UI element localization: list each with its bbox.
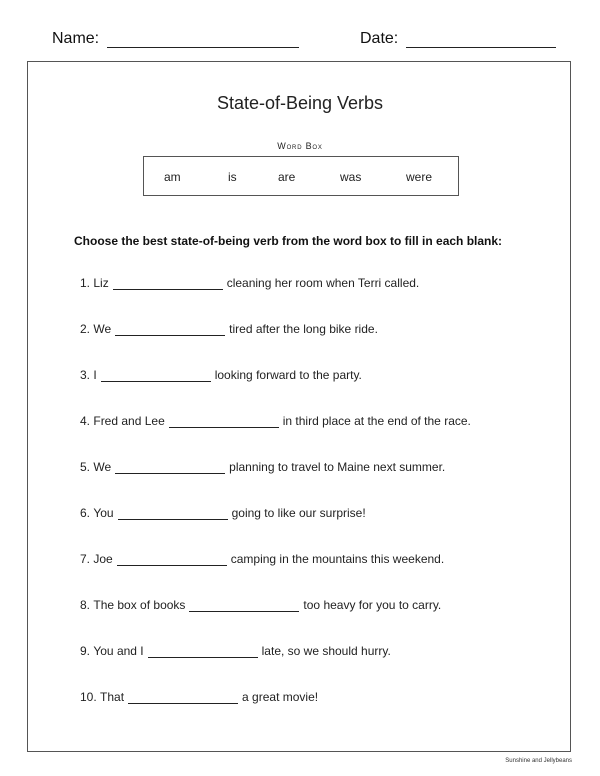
question-text-before: We	[93, 460, 112, 474]
word-box-item: am	[164, 170, 181, 184]
question-text-after: going to like our surprise!	[231, 506, 366, 520]
answer-blank[interactable]	[128, 691, 238, 704]
answer-blank[interactable]	[118, 507, 228, 520]
worksheet-title: State-of-Being Verbs	[216, 93, 384, 113]
answer-blank[interactable]	[113, 277, 223, 290]
question-number: 7.	[80, 552, 91, 566]
question-text-after: in third place at the end of the race.	[282, 414, 471, 428]
date-field	[360, 30, 556, 48]
question-number: 1.	[80, 276, 91, 290]
question-number: 4.	[80, 414, 91, 428]
answer-blank[interactable]	[101, 369, 211, 382]
date-blank[interactable]	[406, 33, 556, 48]
word-box-item: is	[228, 170, 237, 184]
question-item	[80, 460, 445, 474]
name-blank[interactable]	[107, 33, 299, 48]
question-text-after: late, so we should hurry.	[261, 644, 391, 658]
answer-blank[interactable]	[169, 415, 279, 428]
question-number: 3.	[80, 368, 91, 382]
answer-blank[interactable]	[148, 645, 258, 658]
instructions-text: Choose the best state-of-being verb from the word box to fill in each blank:	[74, 234, 503, 248]
question-text-before: You and I	[93, 644, 144, 658]
word-box-item: are	[278, 170, 296, 184]
question-text-after: a great movie!	[242, 690, 319, 704]
date-label: Date:	[360, 30, 399, 47]
answer-blank[interactable]	[115, 323, 225, 336]
word-box-item: was	[340, 170, 362, 184]
question-item	[80, 276, 419, 290]
question-text-before: I	[93, 368, 97, 382]
question-text-after: camping in the mountains this weekend.	[230, 552, 445, 566]
answer-blank[interactable]	[117, 553, 227, 566]
question-text-before: We	[93, 322, 112, 336]
question-text-after: too heavy for you to carry.	[303, 598, 442, 612]
question-item	[80, 322, 378, 336]
word-box	[143, 156, 459, 196]
name-label: Name:	[52, 30, 100, 47]
question-text-before: Joe	[93, 552, 113, 566]
question-item	[80, 690, 318, 704]
question-text-after: looking forward to the party.	[214, 368, 362, 382]
question-text-after: cleaning her room when Terri called.	[226, 276, 420, 290]
question-item	[80, 414, 471, 428]
answer-blank[interactable]	[189, 599, 299, 612]
question-text-after: planning to travel to Maine next summer.	[229, 460, 446, 474]
question-item	[80, 552, 444, 566]
question-text-before: That	[100, 690, 125, 704]
question-number: 6.	[80, 506, 91, 520]
question-item	[80, 644, 391, 658]
question-number: 2.	[80, 322, 91, 336]
word-box-caption: Word Box	[277, 141, 323, 151]
question-item	[80, 598, 441, 612]
question-number: 5.	[80, 460, 91, 474]
question-number: 8.	[80, 598, 91, 612]
question-text-before: Liz	[93, 276, 109, 290]
name-field	[52, 30, 299, 48]
word-box-item: were	[406, 170, 433, 184]
question-text-before: The box of books	[93, 598, 186, 612]
question-text-after: tired after the long bike ride.	[229, 322, 378, 336]
question-text-before: Fred and Lee	[93, 414, 165, 428]
answer-blank[interactable]	[115, 461, 225, 474]
footer-credit: Sunshine and Jellybeans	[505, 758, 572, 764]
question-number: 9.	[80, 644, 91, 658]
question-item	[80, 506, 366, 520]
question-text-before: You	[93, 506, 114, 520]
question-item	[80, 368, 362, 382]
question-number: 10.	[80, 690, 97, 704]
